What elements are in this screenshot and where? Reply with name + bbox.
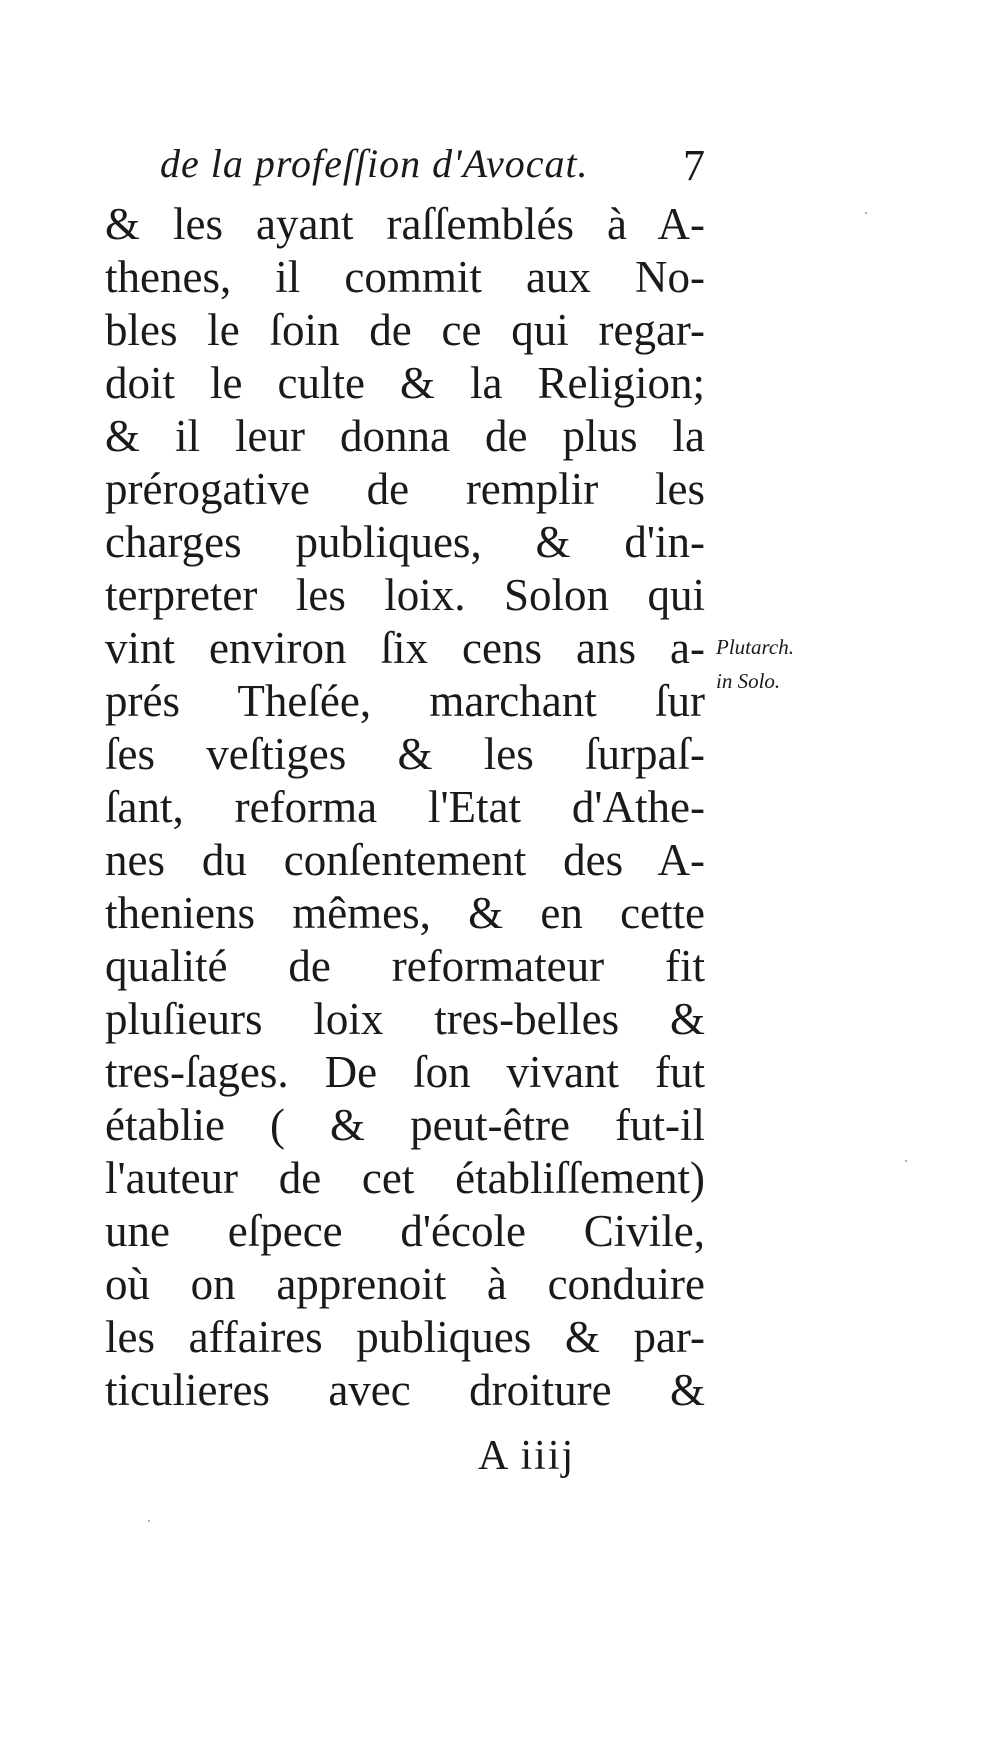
margin-note-line: in Solo. xyxy=(716,669,781,693)
text-line: prés Theſée, marchant ſur xyxy=(105,676,705,726)
text-line: nes du conſentement des A- xyxy=(105,835,705,885)
paper-speck xyxy=(865,212,867,214)
signature-mark: A iiij xyxy=(478,1433,576,1479)
text-line: ſes veſtiges & les ſurpaſ- xyxy=(105,729,705,779)
text-line: pluſieurs loix tres-belles & xyxy=(105,994,705,1044)
text-line: établie ( & peut-être fut-il xyxy=(105,1100,705,1150)
text-line: où on apprenoit à conduire xyxy=(105,1259,705,1309)
text-line: doit le culte & la Religion; xyxy=(105,358,705,408)
text-line: tres-ſages. De ſon vivant fut xyxy=(105,1047,705,1097)
paper-speck xyxy=(905,1160,907,1162)
body-text xyxy=(105,198,705,1417)
text-line: & il leur donna de plus la xyxy=(105,411,705,461)
text-line: charges publiques, & d'in- xyxy=(105,517,705,567)
text-line: ticulieres avec droiture & xyxy=(105,1365,705,1415)
text-line: qualité de reformateur fit xyxy=(105,941,705,991)
text-line: vint environ ſix cens ans a- xyxy=(105,623,705,673)
text-line: l'auteur de cet établiſſement) xyxy=(105,1153,705,1203)
text-line: thenes, il commit aux No- xyxy=(105,252,705,302)
text-line: & les ayant raſſemblés à A- xyxy=(105,199,705,249)
paper-speck xyxy=(148,1520,150,1522)
text-line: theniens mêmes, & en cette xyxy=(105,888,705,938)
text-line: prérogative de remplir les xyxy=(105,464,705,514)
text-line: les affaires publiques & par- xyxy=(105,1312,705,1362)
text-line: terpreter les loix. Solon qui xyxy=(105,570,705,620)
text-line: bles le ſoin de ce qui regar- xyxy=(105,305,705,355)
running-head xyxy=(160,140,705,200)
text-line: une eſpece d'école Civile, xyxy=(105,1206,705,1256)
page-number: 7 xyxy=(683,141,705,190)
running-title: de la profeſſion d'Avocat. xyxy=(160,141,589,186)
margin-note-line: Plutarch. xyxy=(716,635,794,659)
text-line: ſant, reforma l'Etat d'Athe- xyxy=(105,782,705,832)
margin-note xyxy=(716,630,866,698)
